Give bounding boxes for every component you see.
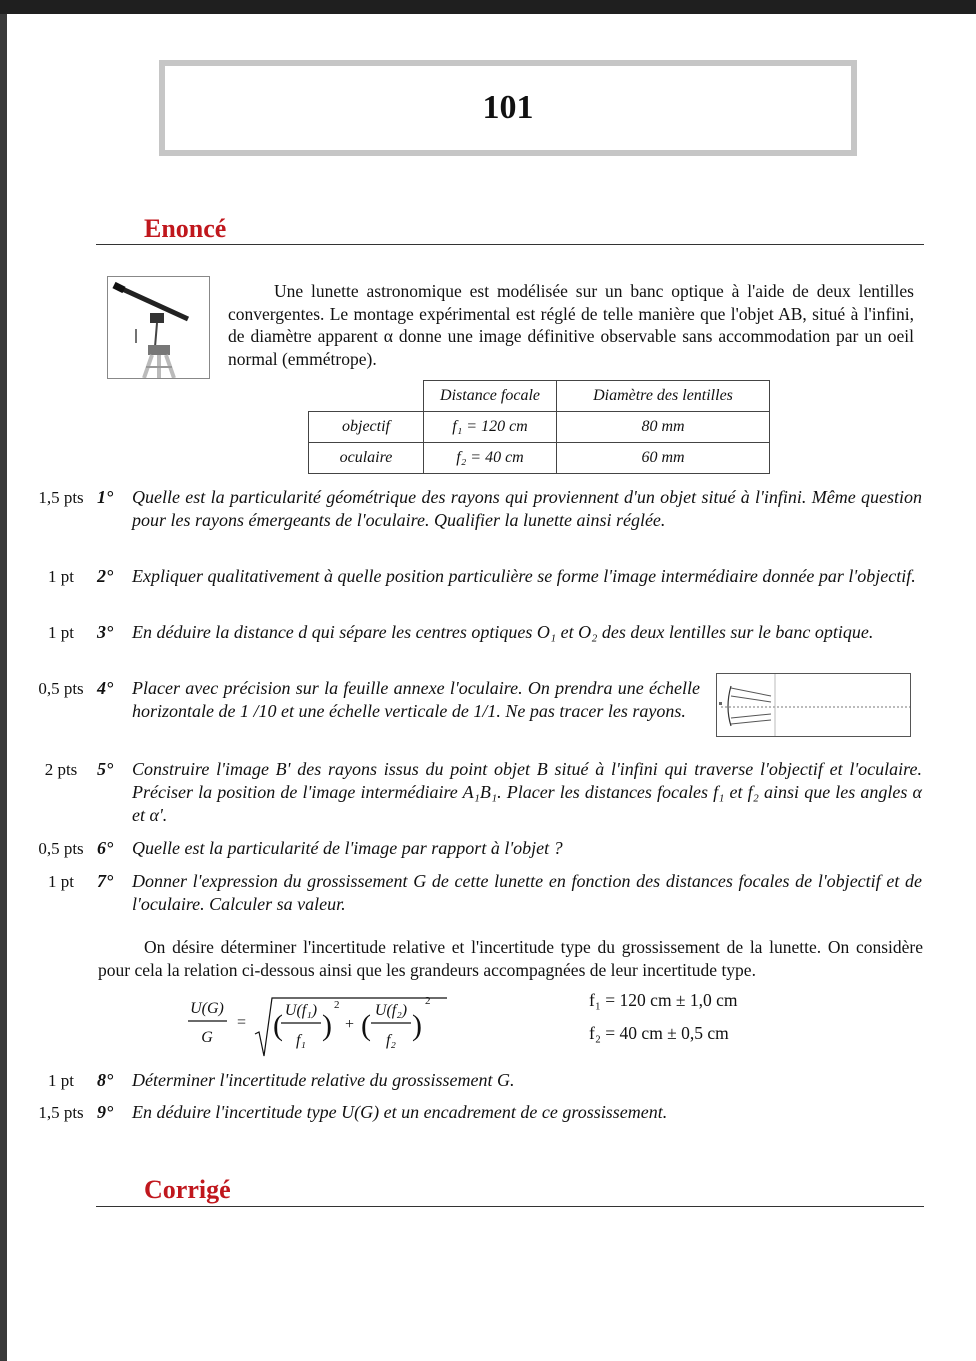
term2-exponent: 2	[425, 995, 431, 1007]
exercise-number: 101	[482, 89, 534, 126]
question-number: 6°	[97, 838, 114, 858]
question-points: 1 pt	[48, 623, 74, 642]
lhs-numerator: U(G)	[190, 1000, 224, 1017]
table-row	[309, 412, 770, 443]
annexe-scale-thumbnail	[716, 673, 911, 737]
term2-numerator: U(f₂)	[374, 1002, 408, 1019]
question-text: En déduire la distance d qui sépare les centres optiques O₁ et O₂ des deux lentilles sur le banc optique.	[132, 622, 874, 642]
lens-focal: f₁ = 120 cm	[424, 412, 557, 443]
lens-diameter: 60 mm	[557, 443, 770, 474]
question-number: 5°	[97, 759, 114, 779]
section-rule	[96, 244, 924, 245]
question-text: En déduire l'incertitude type U(G) et un encadrement de ce grossissement.	[132, 1102, 668, 1122]
term1-numerator: U(f₁)	[284, 1002, 318, 1019]
question-number: 4°	[97, 678, 114, 698]
question-points: 1 pt	[48, 567, 74, 586]
question-points: 2 pts	[44, 760, 78, 779]
intro-paragraph	[228, 280, 914, 370]
term2-denominator: f₂	[385, 1032, 397, 1049]
telescope-photo	[107, 276, 210, 379]
section-title-corrige: Corrigé	[144, 1175, 231, 1204]
question-points: 1,5 pts	[38, 1103, 84, 1122]
range-f1: f₁ = 120 cm ± 1,0 cm	[589, 990, 738, 1010]
lens-table	[308, 380, 770, 474]
left-edge	[0, 14, 7, 1361]
question-points: 1 pt	[48, 1071, 74, 1090]
question-text: Donner l'expression du grossissement G de cette lunette en fonction des distances focales de l'objectif et de l'oculaire. Calculer sa valeur.	[132, 871, 922, 914]
range-f2: f₂ = 40 cm ± 0,5 cm	[589, 1023, 729, 1043]
lens-diameter: 80 mm	[557, 412, 770, 443]
svg-text:(: (	[361, 1009, 371, 1042]
question-number: 7°	[97, 871, 114, 891]
uncertainty-paragraph	[98, 936, 923, 982]
section-rule	[96, 1206, 924, 1207]
question-text: Construire l'image B' des rayons issus du point objet B situé à l'infini qui traverse l'objectif et l'oculaire. Préciser la position de l'image intermédiaire A₁B₁. Placer les distances focales f₁ et f₂ ainsi que les angles α et α'.	[132, 759, 922, 825]
question-number: 9°	[97, 1102, 114, 1122]
question-text: Quelle est la particularité géométrique des rayons qui proviennent d'un objet situé à l'infini. Même question pour les rayons émergeants de l'oculaire. Qualifier la lunette ainsi réglée.	[132, 487, 922, 530]
table-header-focal: Distance focale	[424, 381, 557, 412]
table-row	[309, 443, 770, 474]
question-points: 0,5 pts	[38, 679, 84, 698]
question-number: 3°	[97, 622, 114, 642]
question-number: 1°	[97, 487, 114, 507]
question-text: Quelle est la particularité de l'image par rapport à l'objet ?	[132, 838, 563, 858]
svg-text:): )	[322, 1009, 332, 1042]
table-header-diameter: Diamètre des lentilles	[557, 381, 770, 412]
question-number: 2°	[97, 566, 114, 586]
term1-denominator: f₁	[295, 1032, 307, 1049]
question-number: 8°	[97, 1070, 114, 1090]
table-header-row	[309, 381, 770, 412]
question-text: Déterminer l'incertitude relative du grossissement G.	[132, 1070, 515, 1090]
lens-focal: f₂ = 40 cm	[424, 443, 557, 474]
lens-name: oculaire	[309, 443, 424, 474]
intro-text: Une lunette astronomique est modélisée sur un banc optique à l'aide de deux lentilles convergentes. Le montage expérimental est réglé de telle manière que l'objet AB, situé à l'infini, de diamètre apparent α donne une image définitive observable sans accommodation par un oeil normal (emmétrope).	[228, 281, 914, 369]
uncertainty-formula	[185, 990, 455, 1060]
lhs-denominator: G	[201, 1029, 213, 1046]
svg-text:): )	[412, 1009, 422, 1042]
section-title-enonce: Enoncé	[144, 214, 227, 243]
table-corner-cell	[309, 381, 424, 412]
exercise-number-box	[159, 60, 857, 156]
equals-sign: =	[237, 1014, 247, 1031]
question-text: Placer avec précision sur la feuille annexe l'oculaire. On prendra une échelle horizontale de 1 /10 et une échelle verticale de 1/1. Ne pas tracer les rayons.	[132, 678, 700, 721]
lens-name: objectif	[309, 412, 424, 443]
uncertainty-text: On désire déterminer l'incertitude relative et l'incertitude type du grossissement de la lunette. On considère pour cela la relation ci-dessous ainsi que les grandeurs accompagnées de leur incertitude type.	[98, 937, 923, 980]
top-bar	[0, 0, 976, 14]
question-points: 0,5 pts	[38, 839, 84, 858]
plus-sign: +	[345, 1016, 355, 1033]
question-points: 1 pt	[48, 872, 74, 891]
svg-text:(: (	[273, 1009, 283, 1042]
question-points: 1,5 pts	[38, 488, 84, 507]
question-text: Expliquer qualitativement à quelle position particulière se forme l'image intermédiaire donnée par l'objectif.	[132, 566, 916, 586]
term1-exponent: 2	[334, 999, 340, 1011]
